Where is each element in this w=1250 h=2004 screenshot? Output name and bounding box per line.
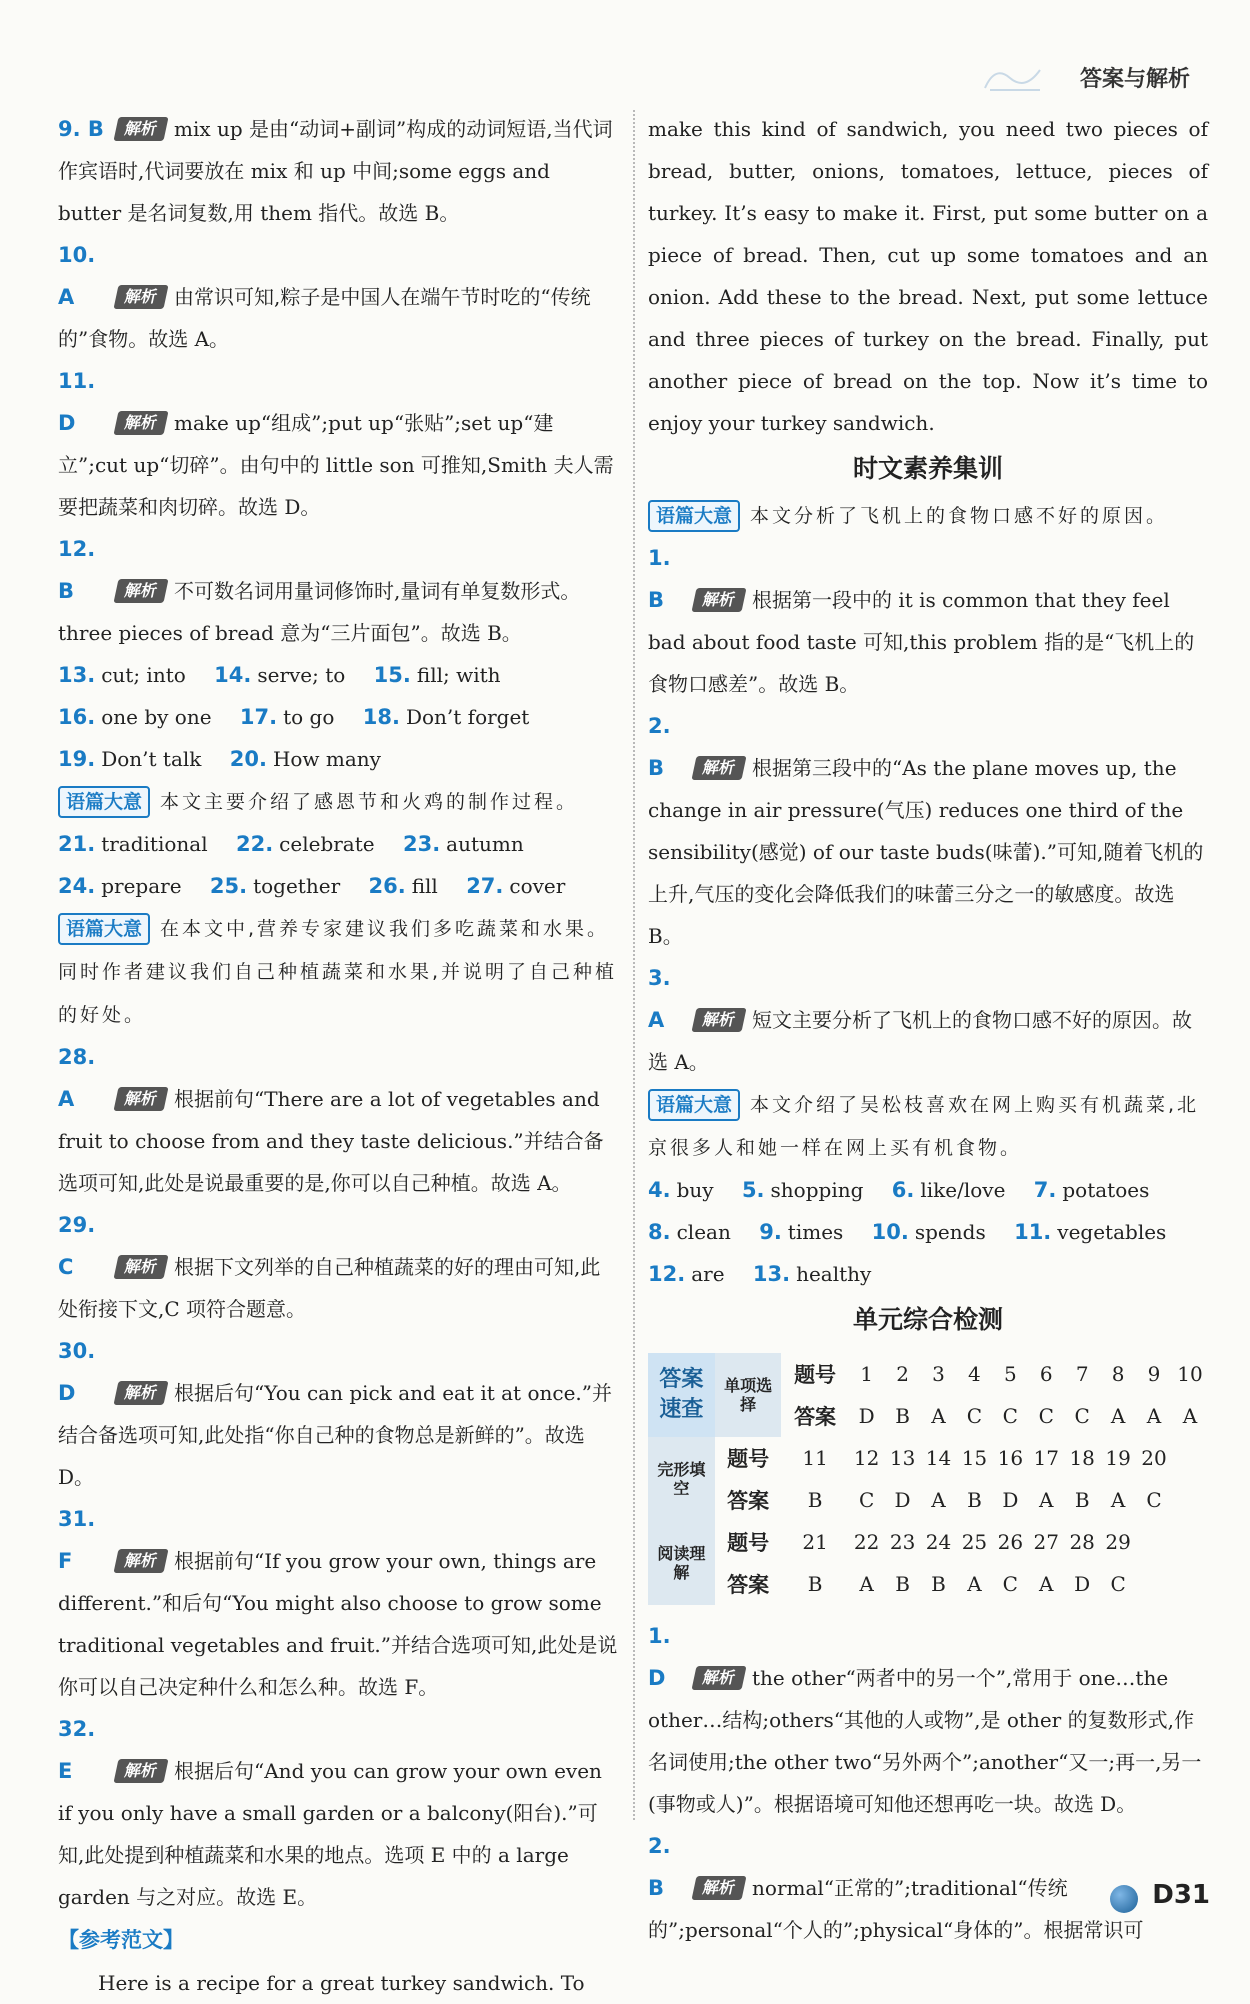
explanation-text: 根据第一段中的 it is common that they feel bad about food taste 可知,this problem 指的是“飞机上的食物口感差”。故选 B。 bbox=[648, 588, 1195, 696]
question-number: 12. bbox=[648, 1262, 686, 1286]
answer-key-label: 答案速查 bbox=[648, 1353, 715, 1437]
right-column bbox=[648, 108, 1208, 1951]
key-cell: 20 bbox=[1141, 1446, 1167, 1470]
question-number: 1. B bbox=[648, 546, 671, 612]
page-marker-icon bbox=[1110, 1885, 1138, 1913]
key-cell: 19 bbox=[1105, 1446, 1131, 1470]
key-cell: A bbox=[1039, 1572, 1054, 1596]
question-number: 18. bbox=[362, 705, 400, 729]
key-cell: D bbox=[894, 1488, 911, 1512]
blank-answer: together bbox=[253, 874, 341, 898]
key-row-b-answers bbox=[648, 1479, 1208, 1521]
explanation-text: 不可数名词用量词修饰时,量词有单复数形式。three pieces of bread 意为“三片面包”。故选 B。 bbox=[58, 579, 581, 645]
blank-answer: cut; into bbox=[101, 663, 186, 687]
question-number: 9. B bbox=[58, 117, 104, 141]
passage-summary-text: 本文分析了飞机上的食物口感不好的原因。 bbox=[750, 505, 1169, 527]
key-cell: D bbox=[1002, 1488, 1019, 1512]
key-cell: A bbox=[1146, 1404, 1162, 1428]
key-cell: D bbox=[1074, 1572, 1091, 1596]
passage-tag: 语篇大意 bbox=[648, 500, 740, 532]
key-cell: 12 bbox=[853, 1446, 880, 1470]
question-number: 19. bbox=[58, 747, 96, 771]
passage-summary bbox=[58, 907, 618, 1036]
key-cell: B bbox=[895, 1572, 910, 1596]
jiexi-badge: 解析 bbox=[691, 1666, 746, 1690]
blank-answers-row bbox=[58, 654, 618, 696]
jiexi-badge: 解析 bbox=[691, 756, 746, 780]
jiexi-badge: 解析 bbox=[113, 1255, 168, 1279]
blank-answers-row bbox=[648, 1169, 1208, 1211]
answer-item-32 bbox=[58, 1708, 618, 1918]
blank-answer: times bbox=[787, 1220, 844, 1244]
blank-answer: vegetables bbox=[1057, 1220, 1167, 1244]
answer-item-9 bbox=[58, 108, 618, 234]
key-cell: D bbox=[858, 1404, 875, 1428]
explanation-text: 根据后句“You can pick and eat it at once.”并结合备选项可知,此处指“你自己种的食物总是新鲜的”。故选 D。 bbox=[58, 1381, 612, 1489]
key-cell: 18 bbox=[1069, 1446, 1095, 1470]
key-cell: 14 bbox=[925, 1446, 952, 1470]
key-cell: 3 bbox=[932, 1362, 945, 1386]
key-cell: C bbox=[966, 1404, 983, 1428]
blank-answers-row bbox=[58, 696, 618, 738]
blank-answer: Don’t forget bbox=[405, 705, 530, 729]
jiexi-badge: 解析 bbox=[691, 1008, 746, 1032]
answer-item-29 bbox=[58, 1204, 618, 1330]
key-cell: C bbox=[1074, 1404, 1090, 1428]
key-cell: 9 bbox=[1147, 1362, 1161, 1386]
section-label-reading: 阅读理解 bbox=[648, 1521, 715, 1605]
question-number: 2. B bbox=[648, 714, 671, 780]
question-number: 3. A bbox=[648, 966, 671, 1032]
reference-essay-start: Here is a recipe for a great turkey sandwich. To bbox=[98, 1971, 585, 1995]
question-number: 21. bbox=[58, 832, 96, 856]
row-label: 答案 bbox=[794, 1405, 837, 1429]
decorative-sketch-icon bbox=[980, 60, 1050, 94]
jiexi-badge: 解析 bbox=[113, 1381, 168, 1405]
key-cell: 15 bbox=[961, 1446, 988, 1470]
question-number: 2. B bbox=[648, 1834, 671, 1900]
explanation-text: mix up 是由“动词+副词”构成的动词短语,当代词作宾语时,代词要放在 mix 和 up 中间;some eggs and butter 是名词复数,用 them 指代。故选 B。 bbox=[58, 117, 613, 225]
key-cell: B bbox=[1074, 1488, 1090, 1512]
key-cell: 29 bbox=[1105, 1530, 1131, 1554]
question-number: 31. F bbox=[58, 1507, 96, 1573]
question-number: 15. bbox=[373, 663, 411, 687]
question-number: 28. A bbox=[58, 1045, 96, 1111]
blank-answer: fill bbox=[411, 874, 438, 898]
header-title: 答案与解析 bbox=[1079, 67, 1190, 92]
question-number: 11. bbox=[1014, 1220, 1052, 1244]
blank-answer: one by one bbox=[101, 705, 212, 729]
passage-tag: 语篇大意 bbox=[648, 1089, 740, 1121]
blank-answers-row bbox=[58, 823, 618, 865]
section-title: 时文素养集训 bbox=[852, 454, 1003, 483]
key-row-c-answers bbox=[648, 1563, 1208, 1605]
answer-item-31 bbox=[58, 1498, 618, 1708]
question-number: 20. bbox=[229, 747, 267, 771]
key-cell: A bbox=[859, 1572, 874, 1596]
blank-answer: traditional bbox=[101, 832, 208, 856]
key-cell: C bbox=[1146, 1488, 1162, 1512]
passage-tag: 语篇大意 bbox=[58, 786, 150, 818]
answer-item-r3 bbox=[648, 957, 1208, 1083]
jiexi-badge: 解析 bbox=[113, 411, 168, 435]
passage-summary bbox=[648, 1083, 1208, 1169]
blank-answer: potatoes bbox=[1062, 1178, 1150, 1202]
explanation-text: 由常识可知,粽子是中国人在端午节时吃的“传统的”食物。故选 A。 bbox=[58, 285, 591, 351]
question-number: 1. D bbox=[648, 1624, 671, 1690]
answer-item-30 bbox=[58, 1330, 618, 1498]
blank-answer: autumn bbox=[446, 832, 524, 856]
blank-answer: How many bbox=[272, 747, 381, 771]
jiexi-badge: 解析 bbox=[113, 579, 168, 603]
blank-answers-row bbox=[648, 1253, 1208, 1295]
key-cell: B bbox=[807, 1572, 823, 1596]
blank-answer: are bbox=[691, 1262, 725, 1286]
key-cell: 17 bbox=[1033, 1446, 1059, 1470]
passage-tag: 语篇大意 bbox=[58, 913, 150, 945]
key-cell: 4 bbox=[968, 1362, 981, 1386]
answer-item-11 bbox=[58, 360, 618, 528]
passage-summary-text: 在本文中,营养专家建议我们多吃蔬菜和水果。同时作者建议我们自己种植蔬菜和水果,并说明了自己种植的好处。 bbox=[58, 918, 618, 1026]
key-cell: 6 bbox=[1039, 1362, 1053, 1386]
key-row-b-numbers bbox=[648, 1437, 1208, 1479]
explanation-text: 根据前句“There are a lot of vegetables and fruit to choose from and they taste delicious.”并结合备选项可知,此处是说最重要的是,你可以自己种植。故选 A。 bbox=[58, 1087, 604, 1195]
jiexi-badge: 解析 bbox=[113, 285, 168, 309]
key-cell: C bbox=[858, 1488, 875, 1512]
section-label-cloze: 完形填空 bbox=[648, 1437, 715, 1521]
key-cell: 13 bbox=[889, 1446, 916, 1470]
jiexi-badge: 解析 bbox=[113, 1087, 168, 1111]
question-number: 10. bbox=[871, 1220, 909, 1244]
key-cell: 7 bbox=[1075, 1362, 1089, 1386]
answer-key-table bbox=[648, 1353, 1208, 1605]
jiexi-badge: 解析 bbox=[691, 588, 746, 612]
blank-answer: clean bbox=[676, 1220, 731, 1244]
question-number: 11. D bbox=[58, 369, 96, 435]
row-label: 答案 bbox=[727, 1489, 770, 1513]
question-number: 30. D bbox=[58, 1339, 96, 1405]
jiexi-badge: 解析 bbox=[691, 1876, 746, 1900]
question-number: 25. bbox=[209, 874, 248, 898]
answer-item-28 bbox=[58, 1036, 618, 1204]
key-cell: C bbox=[1110, 1572, 1126, 1596]
blank-answer: fill; with bbox=[416, 663, 501, 687]
key-cell: A bbox=[1110, 1404, 1126, 1428]
blank-answer: healthy bbox=[796, 1262, 872, 1286]
question-number: 16. bbox=[58, 705, 96, 729]
explanation-text: 根据前句“If you grow your own, things are different.”和后句“You might also choose to grow some traditional vegetables and fruit.”并结合选项可知,此处是说你可以自己决定种什么和怎么种。故选 F。 bbox=[58, 1549, 618, 1699]
question-number: 23. bbox=[402, 832, 441, 856]
key-cell: B bbox=[931, 1572, 946, 1596]
question-number: 5. bbox=[741, 1178, 765, 1202]
question-number: 12. B bbox=[58, 537, 96, 603]
question-number: 6. bbox=[891, 1178, 915, 1202]
jiexi-badge: 解析 bbox=[113, 1549, 168, 1573]
blank-answer: like/love bbox=[920, 1178, 1006, 1202]
key-cell: B bbox=[895, 1404, 910, 1428]
key-cell: C bbox=[1002, 1572, 1018, 1596]
blank-answer: to go bbox=[283, 705, 335, 729]
question-number: 22. bbox=[235, 832, 274, 856]
jiexi-badge: 解析 bbox=[113, 117, 168, 141]
question-number: 27. bbox=[466, 874, 504, 898]
key-cell: C bbox=[1038, 1404, 1054, 1428]
key-cell: A bbox=[1039, 1488, 1054, 1512]
answer-item-k1 bbox=[648, 1615, 1208, 1825]
answer-item-r2 bbox=[648, 705, 1208, 957]
passage-summary-text: 本文主要介绍了感恩节和火鸡的制作过程。 bbox=[160, 791, 579, 813]
blank-answer: cover bbox=[509, 874, 566, 898]
key-cell: 21 bbox=[802, 1530, 828, 1554]
blank-answer: celebrate bbox=[279, 832, 375, 856]
question-number: 10. A bbox=[58, 243, 96, 309]
key-cell: 24 bbox=[925, 1530, 952, 1554]
blank-answers-row bbox=[58, 865, 618, 907]
key-cell: 11 bbox=[802, 1446, 828, 1470]
answer-item-r1 bbox=[648, 537, 1208, 705]
explanation-text: normal“正常的”;traditional“传统的”;personal“个人的”;physical“身体的”。根据常识可 bbox=[648, 1876, 1144, 1942]
answer-item-10 bbox=[58, 234, 618, 360]
key-cell: 28 bbox=[1069, 1530, 1095, 1554]
key-cell: 8 bbox=[1111, 1362, 1125, 1386]
section-title: 单元综合检测 bbox=[852, 1305, 1003, 1334]
key-cell: 2 bbox=[896, 1362, 909, 1386]
passage-summary-text: 本文介绍了吴松枝喜欢在网上购买有机蔬菜,北京很多人和她一样在网上买有机食物。 bbox=[648, 1094, 1200, 1159]
page-number: D31 bbox=[1152, 1880, 1210, 1910]
row-label: 答案 bbox=[727, 1573, 770, 1597]
key-cell: 25 bbox=[961, 1530, 988, 1554]
answer-item-12 bbox=[58, 528, 618, 654]
blank-answers-row bbox=[648, 1211, 1208, 1253]
key-cell: A bbox=[1110, 1488, 1126, 1512]
blank-answer: prepare bbox=[101, 874, 182, 898]
key-cell: A bbox=[931, 1404, 946, 1428]
key-row-a-numbers bbox=[648, 1353, 1208, 1395]
explanation-text: the other“两者中的另一个”,常用于 one…the other…结构;others“其他的人或物”,是 other 的复数形式,作名词使用;the other two“另外两个”;another“又一;再一,另一(事物或人)”。根据语境可知他还想再吃一块。故选 D。 bbox=[648, 1666, 1202, 1816]
key-cell: 27 bbox=[1033, 1530, 1059, 1554]
explanation-text: 根据后句“And you can grow your own even if you only have a small garden or a balcony(阳台).”可知,此处提到种植蔬菜和水果的地点。选项 E 中的 a large garden 与之对应。故选 E。 bbox=[58, 1759, 602, 1909]
question-number: 7. bbox=[1033, 1178, 1057, 1202]
question-number: 9. bbox=[759, 1220, 782, 1244]
reference-essay-title: 【参考范文】 bbox=[58, 1928, 184, 1952]
explanation-text: 根据第三段中的“As the plane moves up, the change in air pressure(气压) reduces one third of the sensibility(感觉) of our taste buds(味蕾).”可知,随着飞机的上升,气压的变化会降低我们的味蕾三分之一的敏感度。故选 B。 bbox=[648, 756, 1204, 948]
row-label: 题号 bbox=[727, 1531, 770, 1555]
blank-answers-row bbox=[58, 738, 618, 780]
key-cell: 5 bbox=[1003, 1362, 1017, 1386]
key-cell: A bbox=[931, 1488, 946, 1512]
blank-answer: Don’t talk bbox=[101, 747, 202, 771]
blank-answer: buy bbox=[676, 1178, 714, 1202]
question-number: 17. bbox=[239, 705, 278, 729]
question-number: 29. C bbox=[58, 1213, 96, 1279]
key-cell: 26 bbox=[997, 1530, 1024, 1554]
question-number: 26. bbox=[368, 874, 406, 898]
question-number: 13. bbox=[58, 663, 96, 687]
row-label: 题号 bbox=[794, 1363, 837, 1387]
key-cell: A bbox=[967, 1572, 982, 1596]
key-cell: 16 bbox=[997, 1446, 1024, 1470]
key-cell: B bbox=[807, 1488, 823, 1512]
key-cell: 22 bbox=[853, 1530, 880, 1554]
explanation-text: make up“组成”;put up“张贴”;set up“建立”;cut up“切碎”。由句中的 little son 可推知,Smith 夫人需要把蔬菜和肉切碎。故选 D。 bbox=[58, 411, 614, 519]
question-number: 8. bbox=[648, 1220, 671, 1244]
question-number: 14. bbox=[214, 663, 252, 687]
key-cell: 1 bbox=[860, 1362, 874, 1386]
key-cell: 23 bbox=[889, 1530, 916, 1554]
left-column bbox=[58, 108, 618, 2004]
passage-summary bbox=[58, 780, 618, 823]
blank-answer: serve; to bbox=[257, 663, 346, 687]
column-divider bbox=[633, 110, 635, 1820]
blank-answer: shopping bbox=[770, 1178, 864, 1202]
section-label-single-choice: 单项选择 bbox=[715, 1353, 782, 1437]
key-cell: A bbox=[1182, 1404, 1198, 1428]
explanation-text: 短文主要分析了飞机上的食物口感不好的原因。故选 A。 bbox=[648, 1008, 1193, 1074]
key-cell: C bbox=[1002, 1404, 1018, 1428]
key-cell: 10 bbox=[1177, 1362, 1203, 1386]
question-number: 4. bbox=[648, 1178, 671, 1202]
blank-answer: spends bbox=[914, 1220, 986, 1244]
question-number: 32. E bbox=[58, 1717, 96, 1783]
key-cell: B bbox=[967, 1488, 982, 1512]
explanation-text: 根据下文列举的自己种植蔬菜的好的理由可知,此处衔接下文,C 项符合题意。 bbox=[58, 1255, 601, 1321]
row-label: 题号 bbox=[727, 1447, 770, 1471]
question-number: 13. bbox=[752, 1262, 791, 1286]
key-row-c-numbers bbox=[648, 1521, 1208, 1563]
reference-essay-continued: make this kind of sandwich, you need two pieces of bread, butter, onions, tomatoes, lettuce, pieces of turkey. It’s easy to make it. First, put some butter on a piece of bread. Then, cut up some tomatoes and an onion. Add these to the bread. Next, put some lettuce and three pieces of turkey on the bread. Finally, put another piece of bread on the top. Now it’s time to enjoy your turkey sandwich. bbox=[648, 117, 1208, 435]
jiexi-badge: 解析 bbox=[113, 1759, 168, 1783]
passage-summary bbox=[648, 494, 1208, 537]
question-number: 24. bbox=[58, 874, 96, 898]
